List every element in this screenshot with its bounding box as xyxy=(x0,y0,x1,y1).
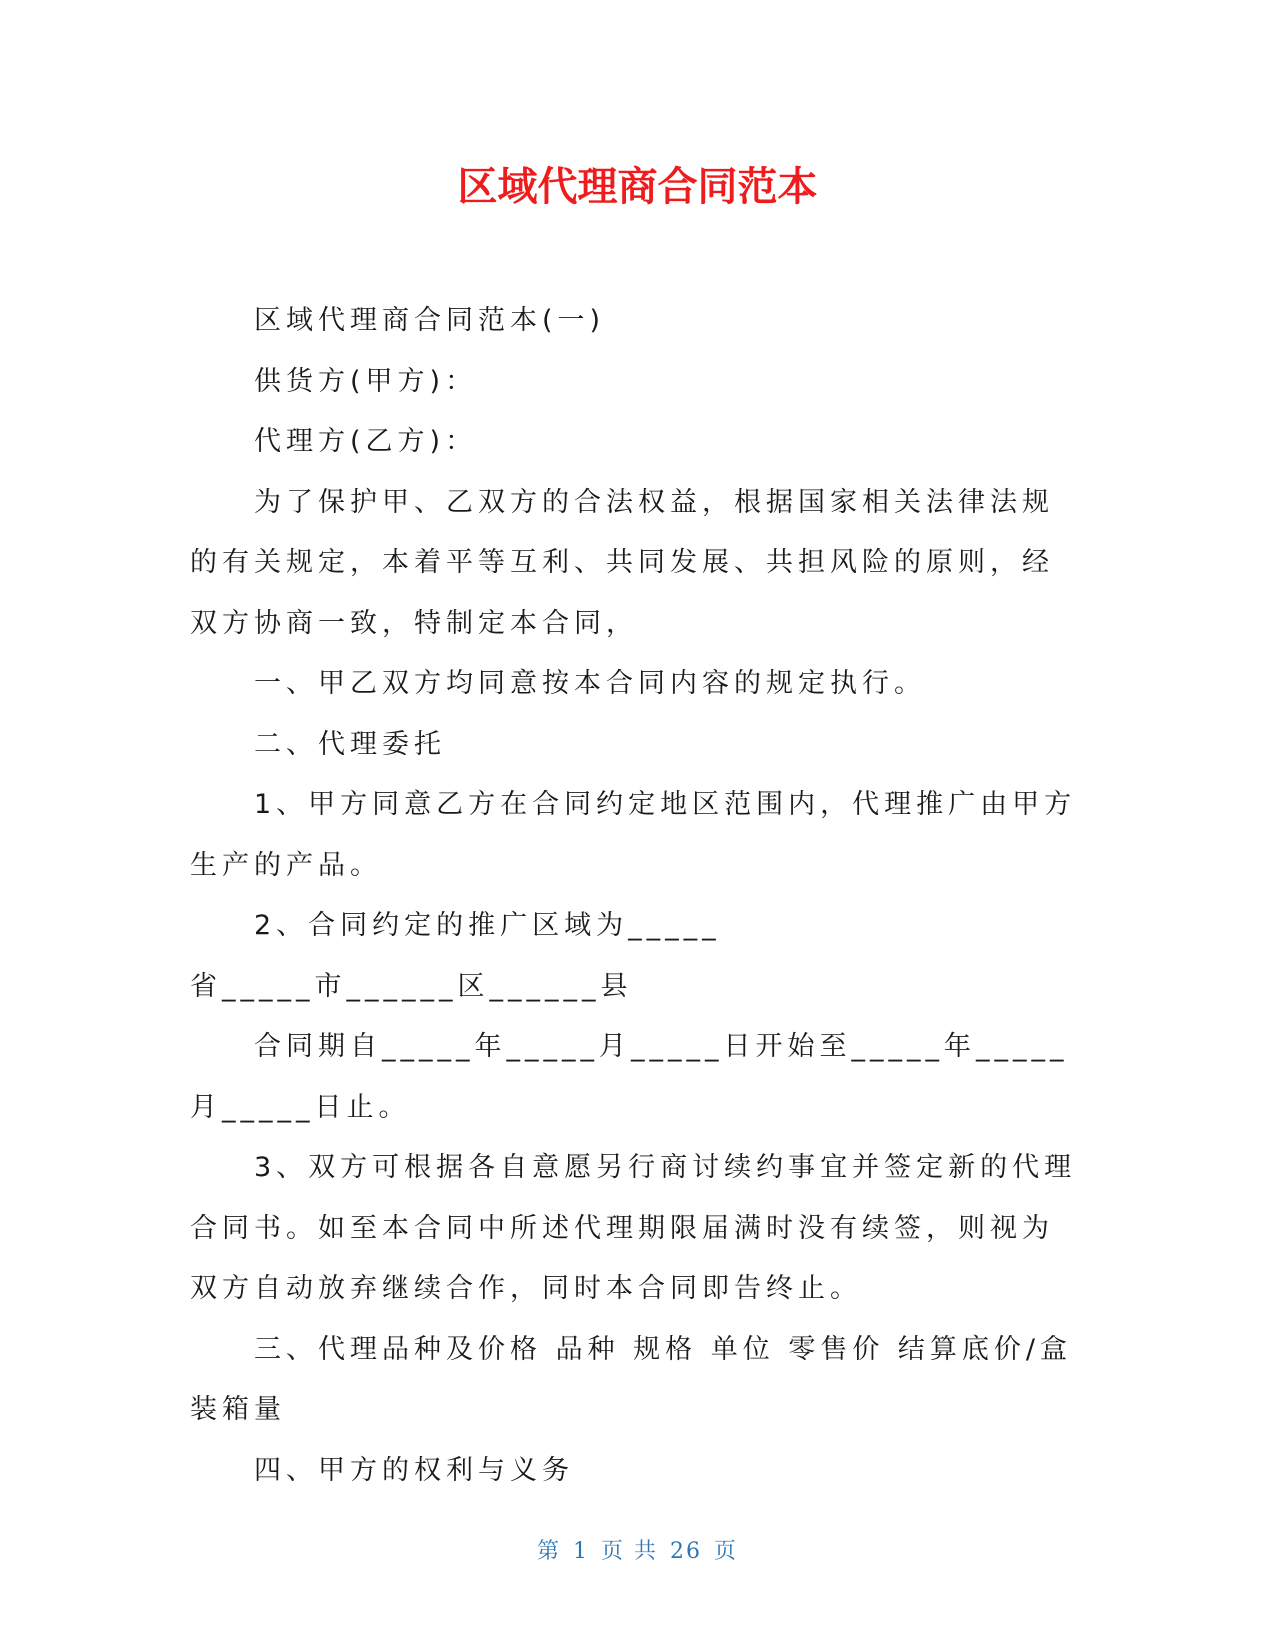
document-title: 区域代理商合同范本 xyxy=(457,164,818,210)
paragraph-clause-2-2: 2、合同约定的推广区域为_____ xyxy=(254,910,721,941)
paragraph-region-blanks: 省_____市______区______县 xyxy=(190,970,633,1002)
footer-middle: 页 共 xyxy=(601,1539,658,1564)
footer-prefix: 第 xyxy=(536,1539,561,1564)
paragraph-clause-2-3: 3、双方可根据各自意愿另行商讨续约事宜并签定新的代理合同书。如至本合同中所述代理期限届满时没有续签，则视为双方自动放弃继续合作，同时本合同即告终止。 xyxy=(190,1152,1077,1304)
paragraph-term: 合同期自_____年_____月_____日开始至_____年_____月_____日止。 xyxy=(190,1031,1069,1123)
paragraph-supplier: 供货方(甲方)： xyxy=(254,365,478,397)
paragraph-clause-3: 三、代理品种及价格 品种 规格 单位 零售价 结算底价/盒装箱量 xyxy=(190,1333,1073,1425)
paragraph-clause-2-heading: 二、代理委托 xyxy=(254,728,446,760)
footer-total-pages: 26 xyxy=(670,1539,702,1564)
document-body xyxy=(190,291,1085,1501)
paragraph-agent: 代理方(乙方)： xyxy=(254,426,478,457)
paragraph-preamble: 为了保护甲、乙双方的合法权益，根据国家相关法律法规的有关规定，本着平等互利、共同发展、共担风险的原则，经双方协商一致，特制定本合同， xyxy=(190,486,1054,639)
paragraph-clause-2-1: 1、甲方同意乙方在合同约定地区范围内，代理推广由甲方生产的产品。 xyxy=(190,789,1077,881)
page-footer xyxy=(0,1537,1275,1567)
paragraph-clause-1: 一、甲乙双方均同意按本合同内容的规定执行。 xyxy=(254,668,926,699)
paragraph-clause-4: 四、甲方的权利与义务 xyxy=(254,1454,574,1486)
footer-suffix: 页 xyxy=(714,1539,739,1564)
paragraph-subtitle: 区域代理商合同范本(一) xyxy=(254,305,606,336)
footer-page-number: 1 xyxy=(573,1539,589,1564)
